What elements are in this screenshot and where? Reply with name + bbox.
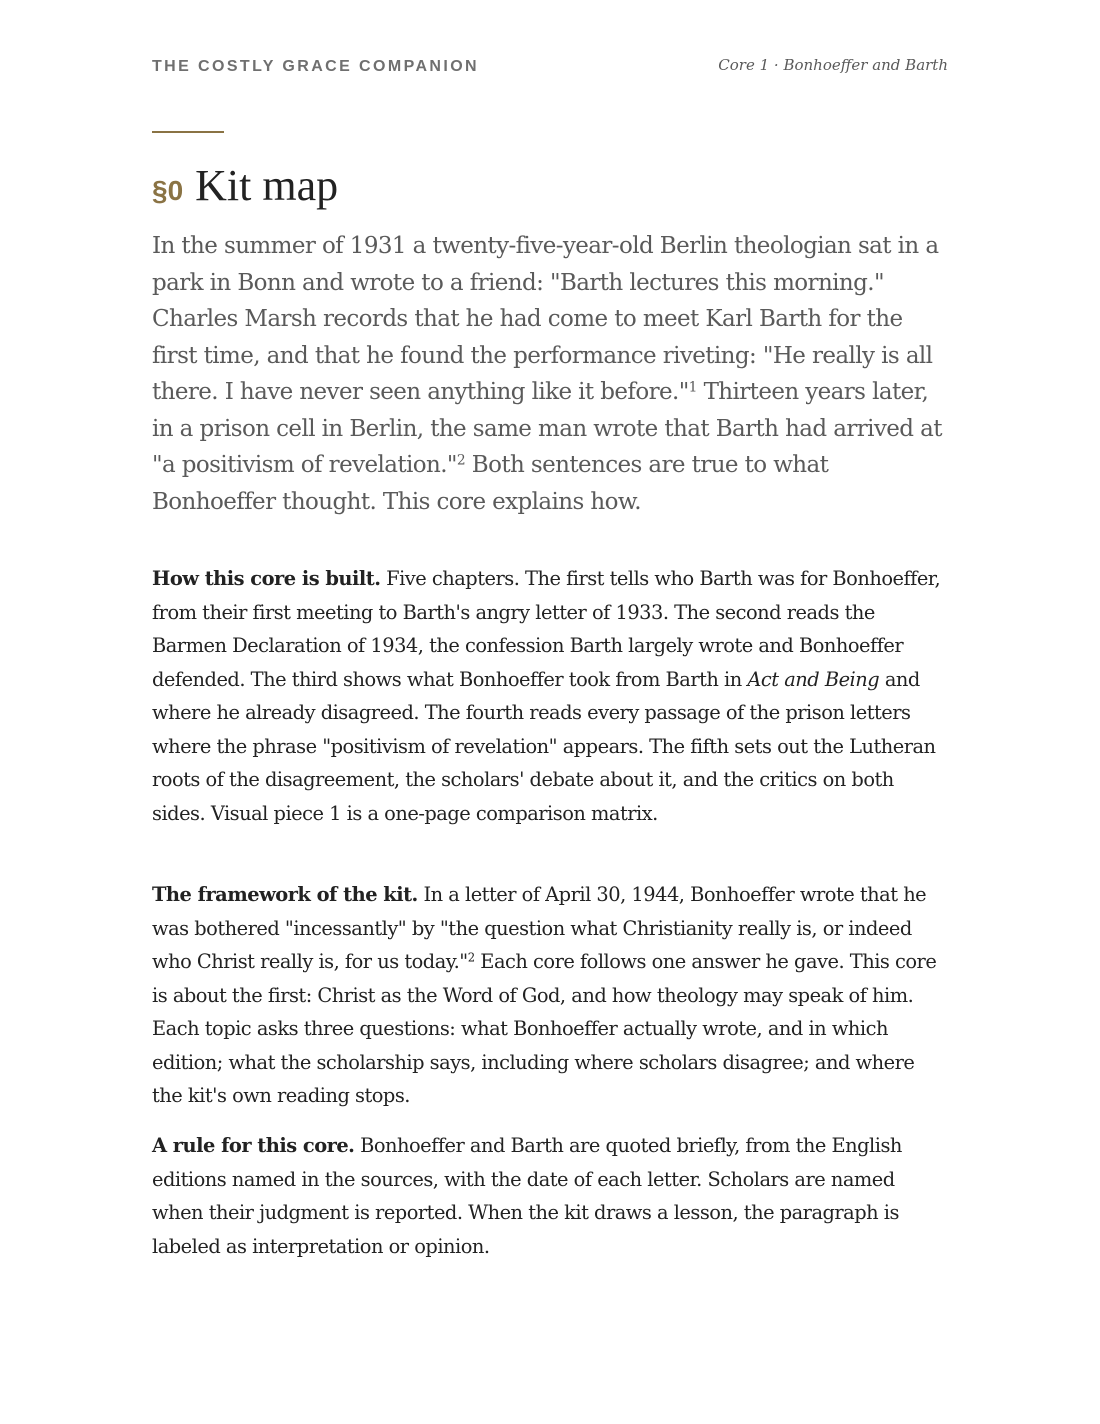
paragraph-framework bbox=[152, 878, 948, 1113]
lede-text: In the summer of 1931 a twenty-five-year-old Berlin theologian sat in a park in Bonn and wrote to a friend: "Barth lectures this morning." Charles Marsh records that he had come to meet Karl Barth for the first time, and that he found the performance riveting: "He really is all there. I have never seen anything like it before." bbox=[152, 233, 939, 405]
heading-rule bbox=[152, 131, 224, 133]
lede-paragraph bbox=[152, 228, 948, 520]
paragraph-text: and where he already disagreed. The fourth reads every passage of the prison letters where the phrase "positivism of revelation" appears. The fifth sets out the Lutheran roots of the disagreement, the scholars' debate about it, and the critics on both sides. Visual piece 1 is a one-page comparison matrix. bbox=[152, 667, 936, 825]
running-header bbox=[152, 56, 948, 80]
paragraph-rule bbox=[152, 1129, 948, 1263]
paragraph-structure bbox=[152, 562, 948, 830]
paragraph-text: In a letter of April 30, 1944, Bonhoeffer wrote that he was bothered "incessantly" by "the question what Christianity really is, or indeed who Christ really is, for us today." bbox=[152, 883, 927, 973]
section-title: Kit map bbox=[195, 161, 339, 210]
footnote-ref[interactable]: 1 bbox=[688, 379, 697, 396]
kit-name: THE COSTLY GRACE COMPANION bbox=[152, 58, 480, 75]
lede-text: Both sentences are true to what Bonhoeffer thought. This core explains how. bbox=[152, 452, 829, 515]
paragraph-lead: A rule for this core. bbox=[152, 1134, 355, 1157]
section-heading bbox=[152, 160, 338, 216]
section-number: §0 bbox=[152, 175, 184, 206]
paragraph-lead: The framework of the kit. bbox=[152, 883, 418, 906]
core-label: Core 1 · Bonhoeffer and Barth bbox=[718, 56, 948, 74]
paragraph-lead: How this core is built. bbox=[152, 567, 381, 590]
footnote-ref[interactable]: 2 bbox=[467, 950, 475, 965]
paragraph-text: Each core follows one answer he gave. This core is about the first: Christ as the Word of God, and how theology may speak of him. Each topic asks three questions: what Bonhoeffer actually wrote, and in which edition; what the scholarship says, including where scholars disagree; and where the kit's own reading stops. bbox=[152, 950, 937, 1107]
lede-text: Thirteen years later, in a prison cell in Berlin, the same man wrote that Barth had arrived at "a positivism of revelation." bbox=[152, 379, 942, 478]
paragraph-text: Bonhoeffer and Barth are quoted briefly, from the English editions named in the sources, with the date of each letter. Scholars are named when their judgment is reported. When the kit draws a lesson, the paragraph is labeled as interpretation or opinion. bbox=[152, 1134, 902, 1258]
book-title: Act and Being bbox=[747, 667, 880, 691]
footnote-ref[interactable]: 2 bbox=[456, 452, 466, 469]
paragraph-text: Five chapters. The first tells who Barth was for Bonhoeffer, from their first meeting to Barth's angry letter of 1933. The second reads the Barmen Declaration of 1934, the confession Barth largely wrote and Bonhoeffer defended. The third shows what Bonhoeffer took from Barth in bbox=[152, 567, 941, 691]
